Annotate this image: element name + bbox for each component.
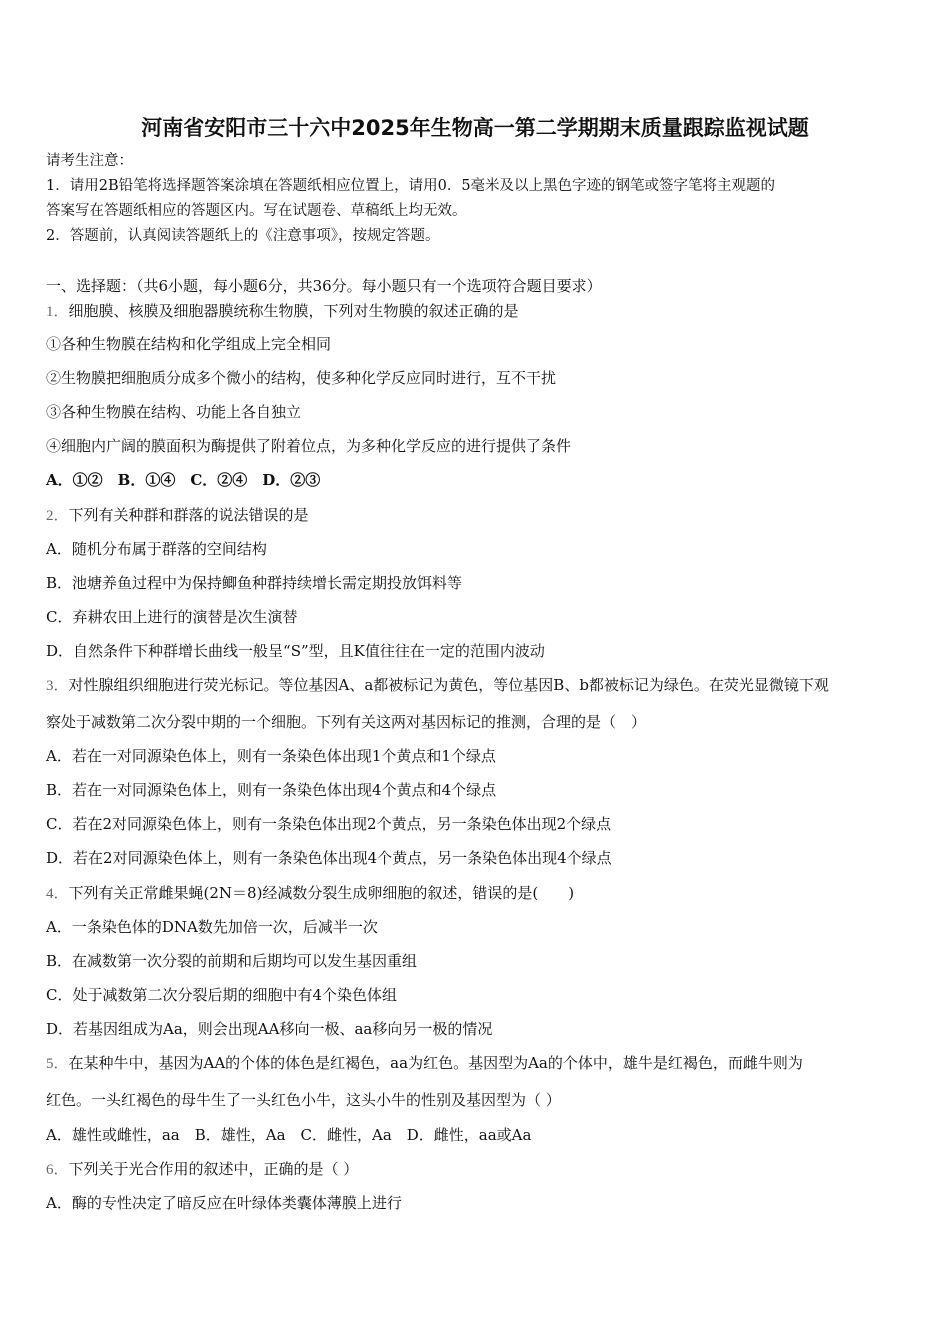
- question-text: 下列有关种群和群落的说法错误的是: [68, 506, 309, 524]
- notice-item-1-line-1: 1．请用2B铅笔将选择题答案涂填在答题纸相应位置上，请用0．5毫米及以上黑色字迹的钢笔或签字笔将主观题的: [46, 178, 776, 194]
- question-number: 4．: [46, 886, 69, 902]
- question-4-option-c: C．处于减数第二次分裂后期的细胞中有4个染色体组: [46, 986, 398, 1004]
- exam-title: 河南省安阳市三十六中2025年生物高一第二学期期末质量跟踪监视试题: [141, 116, 809, 140]
- question-1-statement-1: ①各种生物膜在结构和化学组成上完全相同: [46, 335, 332, 353]
- notice-item-2: 2．答题前，认真阅读答题纸上的《注意事项》，按规定答题。: [46, 228, 440, 244]
- question-3-option-b: B．若在一对同源染色体上，则有一条染色体出现4个黄点和4个绿点: [46, 781, 497, 799]
- question-text: 下列关于光合作用的叙述中，正确的是（ ）: [68, 1160, 359, 1178]
- question-2-stem: [46, 505, 309, 526]
- question-1-stem: [46, 301, 519, 322]
- question-text: 在某种牛中，基因为AA的个体的体色是红褐色，aa为红色。基因型为Aa的个体中，雄牛是红褐色，而雌牛则为: [68, 1054, 803, 1072]
- question-2-option-c: C．弃耕农田上进行的演替是次生演替: [46, 608, 298, 626]
- question-5-stem-line-2: 红色。一头红褐色的母牛生了一头红色小牛，这头小牛的性别及基因型为（ ）: [46, 1091, 561, 1109]
- question-number: 5．: [46, 1056, 69, 1072]
- question-4-stem: [46, 883, 574, 904]
- question-3-stem-line-2: 察处于减数第二次分裂中期的一个细胞。下列有关这两对基因标记的推测，合理的是（ ）: [46, 713, 647, 731]
- question-4-option-b: B．在减数第一次分裂的前期和后期均可以发生基因重组: [46, 952, 418, 970]
- section-heading: 一、选择题：（共6小题，每小题6分，共36分。每小题只有一个选项符合题目要求）: [46, 277, 602, 295]
- question-text: 细胞膜、核膜及细胞器膜统称生物膜，下列对生物膜的叙述正确的是: [68, 302, 519, 320]
- question-5-stem-line-1: [46, 1053, 803, 1074]
- question-4-option-d: D．若基因组成为Aa，则会出现AA移向一极、aa移向另一极的情况: [46, 1020, 493, 1038]
- question-number: 1．: [46, 304, 69, 320]
- question-3-option-c: C．若在2对同源染色体上，则有一条染色体出现2个黄点，另一条染色体出现2个绿点: [46, 815, 612, 833]
- question-1-statement-4: ④细胞内广阔的膜面积为酶提供了附着位点，为多种化学反应的进行提供了条件: [46, 437, 572, 455]
- question-6-option-a: A．酶的专性决定了暗反应在叶绿体类囊体薄膜上进行: [46, 1194, 402, 1212]
- question-text: 对性腺组织细胞进行荧光标记。等位基因A、a都被标记为黄色，等位基因B、b都被标记为绿色。在荧光显微镜下观: [68, 676, 829, 694]
- question-number: 6．: [46, 1162, 69, 1178]
- question-1-statement-2: ②生物膜把细胞质分成多个微小的结构，使多种化学反应同时进行，互不干扰: [46, 369, 557, 387]
- question-1-options: A．①② B．①④ C．②④ D．②③: [46, 471, 321, 489]
- question-3-stem-line-1: [46, 675, 829, 696]
- notice-item-1-line-2: 答案写在答题纸相应的答题区内。写在试题卷、草稿纸上均无效。: [46, 203, 467, 219]
- question-text: 下列有关正常雌果蝇(2N＝8)经减数分裂生成卵细胞的叙述，错误的是( ): [68, 884, 575, 902]
- question-number: 3．: [46, 678, 69, 694]
- question-6-stem: [46, 1159, 358, 1180]
- question-3-option-a: A．若在一对同源染色体上，则有一条染色体出现1个黄点和1个绿点: [46, 747, 496, 765]
- question-number: 2．: [46, 508, 69, 524]
- question-1-statement-3: ③各种生物膜在结构、功能上各自独立: [46, 403, 302, 421]
- question-3-option-d: D．若在2对同源染色体上，则有一条染色体出现4个黄点，另一条染色体出现4个绿点: [46, 849, 612, 867]
- question-5-options: A．雄性或雌性，aa B．雄性，Aa C．雌性，Aa D．雌性，aa或Aa: [46, 1126, 532, 1144]
- notice-heading: 请考生注意：: [46, 153, 133, 169]
- question-2-option-d: D．自然条件下种群增长曲线一般呈“S”型，且K值往往在一定的范围内波动: [46, 642, 545, 660]
- question-2-option-a: A．随机分布属于群落的空间结构: [46, 540, 267, 558]
- question-2-option-b: B．池塘养鱼过程中为保持鲫鱼种群持续增长需定期投放饵料等: [46, 574, 463, 592]
- question-4-option-a: A．一条染色体的DNA数先加倍一次，后减半一次: [46, 918, 378, 936]
